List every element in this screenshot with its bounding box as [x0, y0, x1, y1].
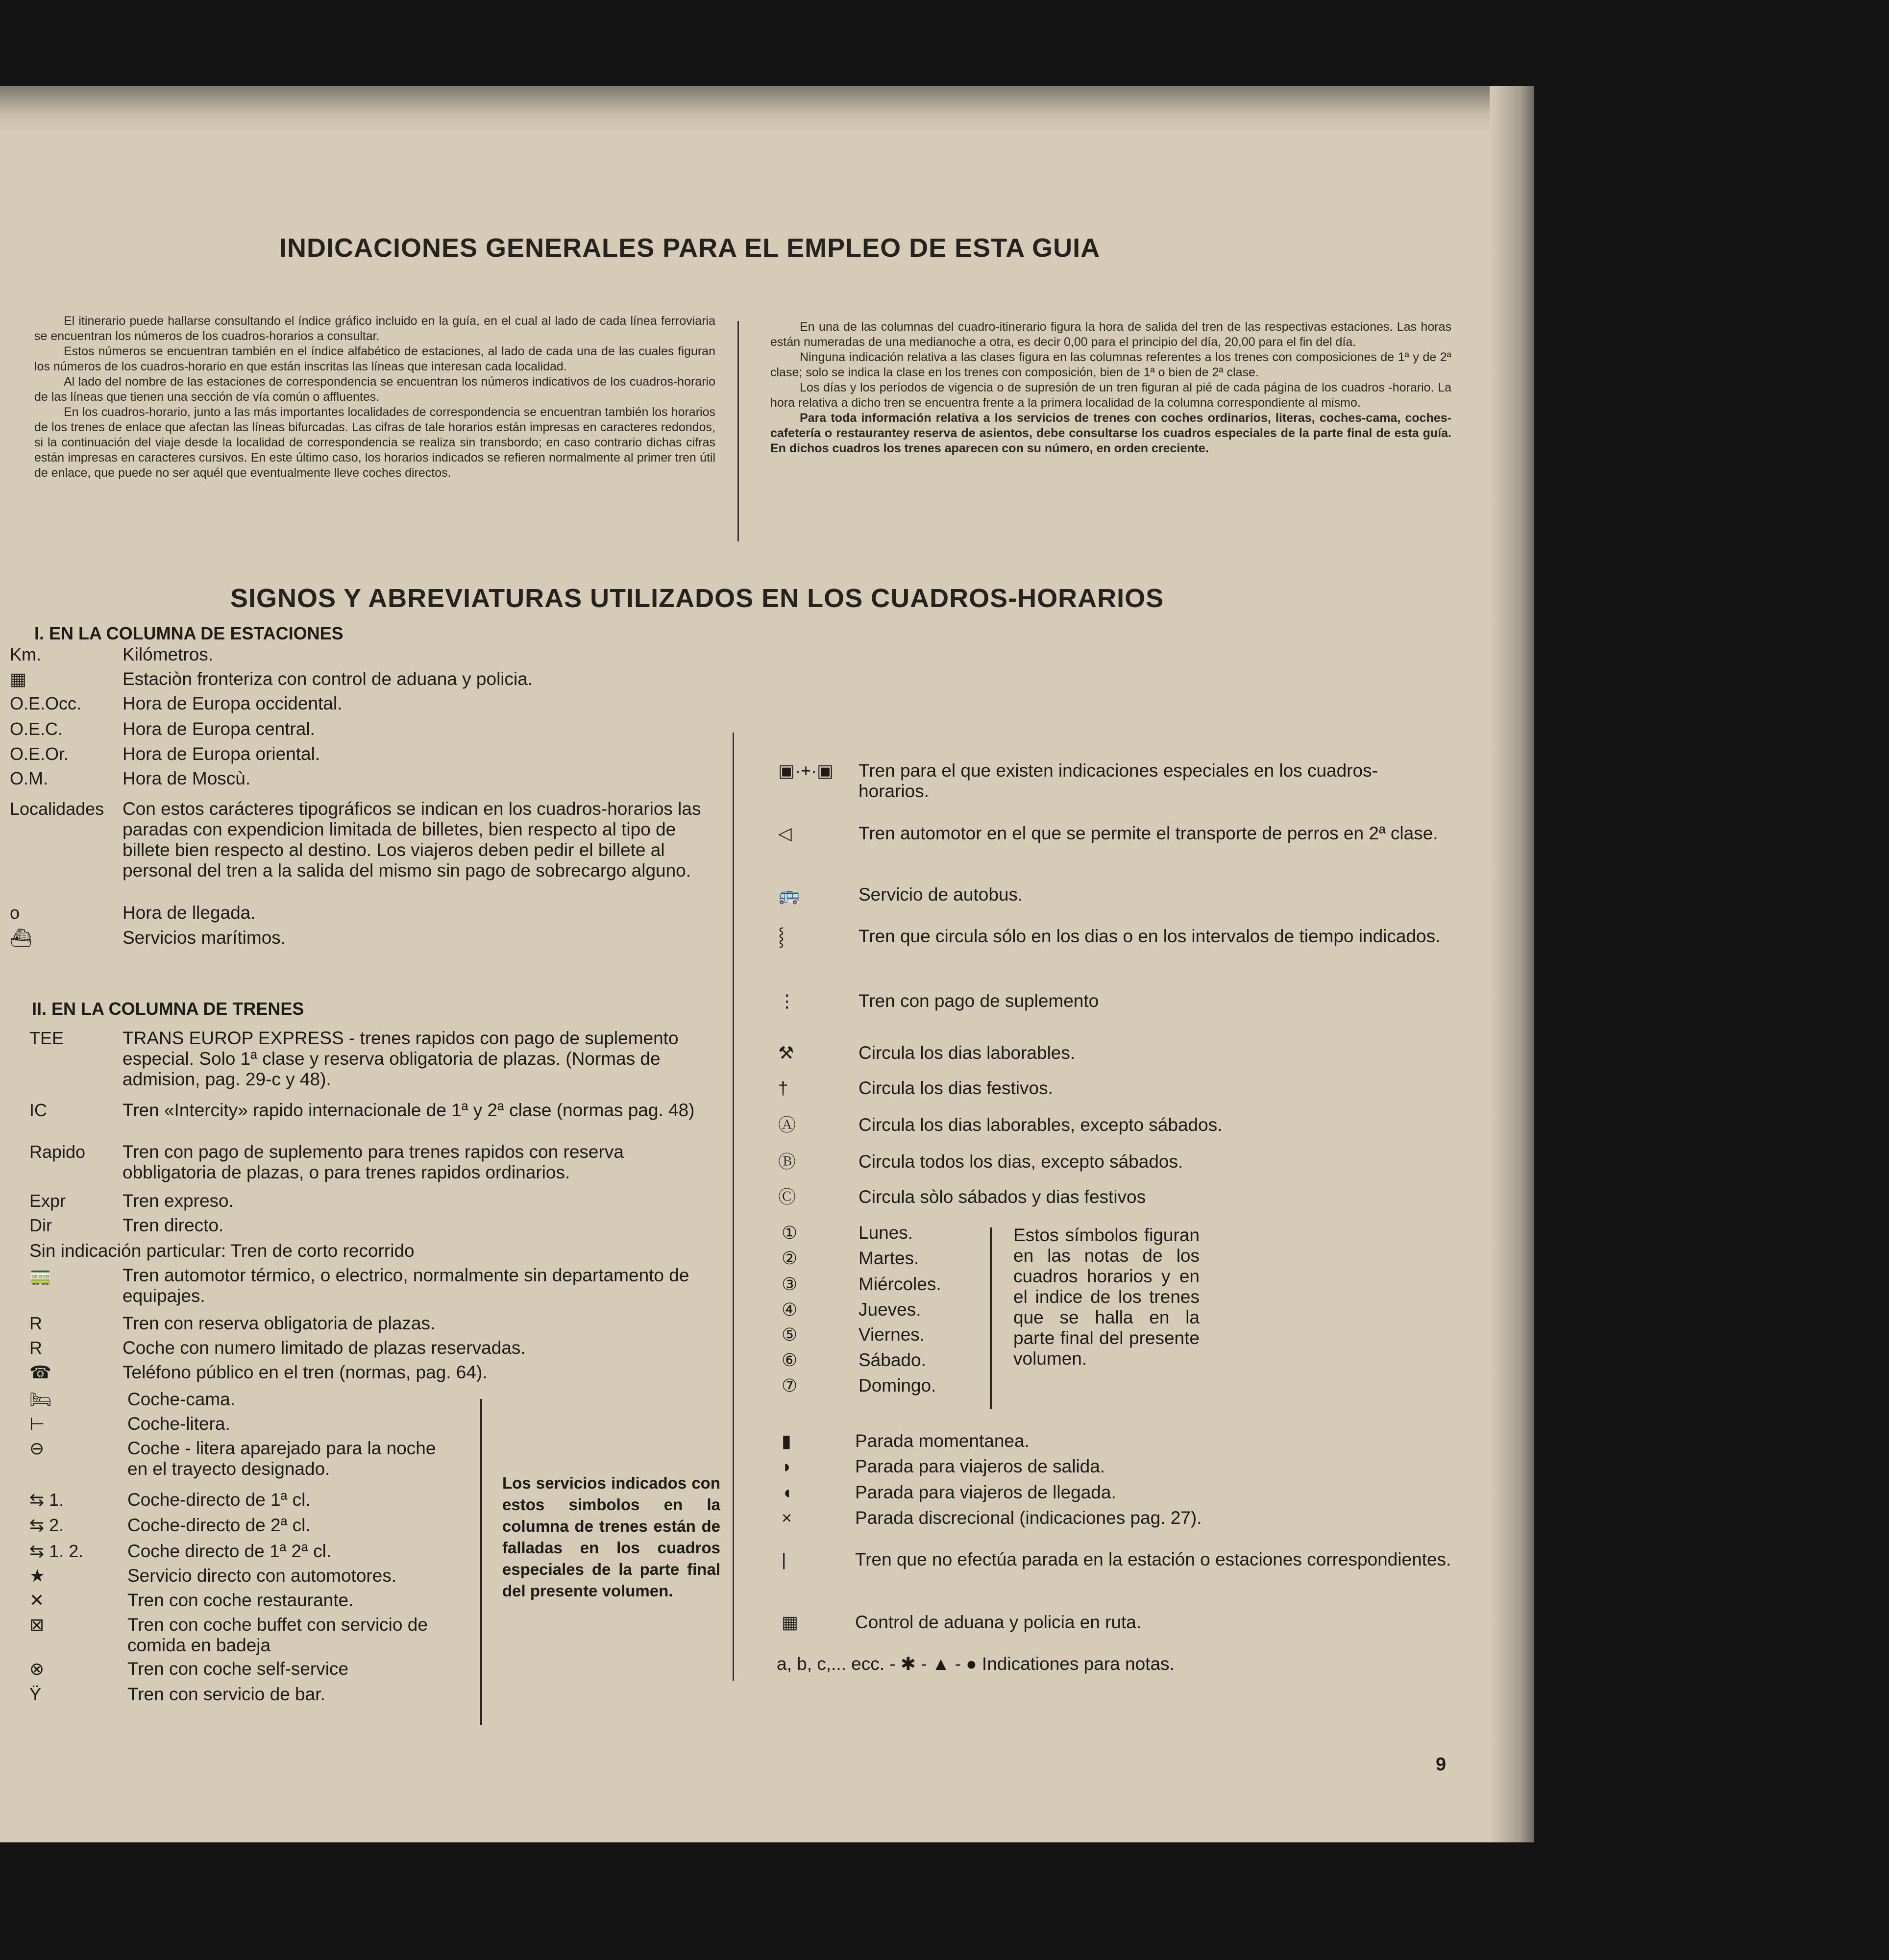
group-bracket: [470, 1399, 482, 1725]
train-legend-text: Tren con reserva obligatoria de plazas.: [123, 1313, 436, 1333]
train-symbol-legend-symbol: ⸾: [778, 926, 785, 946]
weekday-symbol: ⑤: [782, 1324, 798, 1345]
train-symbol-legend-text: Circula sòlo sábados y dias festivos: [859, 1187, 1146, 1207]
service-legend-symbol: ⊗: [29, 1659, 45, 1679]
service-legend-symbol: Ÿ: [29, 1684, 42, 1704]
title-general: INDICACIONES GENERALES PARA EL EMPLEO DE ESTA GUIA: [279, 233, 1101, 263]
station-legend-symbol: Km.: [10, 644, 42, 664]
station-legend-text: Servicios marítimos.: [123, 928, 286, 948]
service-legend-text: Servicio directo con automotores.: [127, 1566, 397, 1586]
train-legend-text: Sin indicación particular: Tren de corto recorrido: [29, 1241, 415, 1261]
notes-line: a, b, c,... ecc. - ✱ - ▲ - ● Indicationes para notas.: [777, 1654, 1175, 1674]
train-legend-text: Tren con pago de suplemento para trenes rapidos con reserva obbligatoria de plazas, o para trenes rapidos ordinarios.: [123, 1142, 624, 1182]
weekday-text: Lunes.: [859, 1223, 913, 1243]
column-divider-lower: [733, 733, 734, 1681]
weekday-symbol: ③: [782, 1274, 798, 1294]
stop-legend-text: Parada para viajeros de llegada.: [855, 1482, 1116, 1502]
train-legend-text: Tren automotor térmico, o electrico, normalmente sin departamento de equipajes.: [123, 1265, 689, 1306]
train-symbol-legend-text: Circula los dias festivos.: [859, 1078, 1053, 1098]
train-legend-text: TRANS EUROP EXPRESS - trenes rapidos con pago de suplemento especial. Solo 1ª clase y reserva obligatoria de plazas. (Normas de admision, pag. 29-c y 48).: [123, 1028, 679, 1089]
intro-right-paragraph-bold: Para toda información relativa a los servicios de trenes con coches ordinarios, literas, coches-cama, coches-cafetería o restauranteу reserva de asientos, debe consultarse los cuadros especiales de la parte final de esta guía. En dichos cuadros los trenes aparecen con su número, en orden creciente.: [770, 411, 1451, 455]
intro-right-paragraph: Los días y los períodos de vigencia o de supresión de un tren figuran al pié de cada página de los cuadros -horario. La hora relativa a dicho tren se encuentra frente a la primera localidad de la columna correspondiente al mismo.: [770, 381, 1451, 410]
service-legend-text: Tren con servicio de bar.: [127, 1684, 325, 1704]
station-legend-text: Hora de Europa oriental.: [123, 744, 320, 764]
station-legend-symbol: O.E.Occ.: [10, 693, 82, 713]
title-signs: SIGNOS Y ABREVIATURAS UTILIZADOS EN LOS CUADROS-HORARIOS: [230, 584, 1164, 613]
train-legend-text: Teléfono público en el tren (normas, pag. 64).: [123, 1362, 488, 1382]
weekday-symbol: ⑦: [782, 1375, 798, 1396]
section1-title: I. EN LA COLUMNA DE ESTACIONES: [34, 623, 343, 643]
intro-left-paragraph: Estos números se encuentran también en el índice alfabético de estaciones, al lado de cada una de las cuales figuran los números de los cuadros-horario en que están inscritas las líneas que interesan cada localidad.: [34, 344, 715, 373]
service-legend-text: Coche - litera aparejado para la noche en el trayecto designado.: [127, 1438, 436, 1479]
intro-left-paragraph: El itinerario puede hallarse consultando el índice gráfico incluido en la guía, en el cual al lado de cada línea ferroviaria se encuentran los números de los cuadros-horarios a consultar.: [34, 314, 715, 343]
train-symbol-legend-text: Circula los dias laborables.: [859, 1043, 1076, 1063]
intro-right-column: [770, 319, 1451, 456]
train-legend-symbol: Rapido: [29, 1142, 86, 1162]
train-legend-text: Coche con numero limitado de plazas reservadas.: [123, 1338, 526, 1358]
station-legend-symbol: O.M.: [10, 768, 48, 788]
weekday-note: Estos símbolos figuran en las notas de los cuadros horarios y en el indice de los trenes que se halla en la parte final del presente volumen.: [1013, 1225, 1200, 1369]
weekday-bracket: [980, 1227, 992, 1409]
train-legend-symbol: R: [29, 1313, 42, 1333]
service-legend-symbol: 🛏: [29, 1389, 52, 1409]
weekday-text: Viernes.: [859, 1324, 925, 1345]
station-legend-symbol: o: [10, 903, 20, 923]
service-legend-text: Coche-litera.: [127, 1414, 230, 1434]
train-symbol-legend-symbol: Ⓒ: [778, 1187, 796, 1207]
train-legend-text: Tren expreso.: [123, 1191, 234, 1211]
weekday-symbol: ④: [782, 1299, 798, 1320]
intro-left-column: [34, 314, 715, 481]
train-legend-symbol: TEE: [29, 1028, 64, 1048]
train-symbol-legend-symbol: ◁: [778, 823, 792, 843]
stop-legend-symbol: ▦: [782, 1612, 799, 1632]
train-legend-symbol: Expr: [29, 1191, 66, 1211]
train-symbol-legend-symbol: †: [778, 1078, 788, 1098]
train-symbol-legend-text: Tren para el que existen indicaciones especiales en los cuadros-horarios.: [859, 760, 1378, 801]
service-legend-text: Tren con coche restaurante.: [127, 1590, 354, 1610]
service-legend-symbol: ✕: [29, 1590, 45, 1610]
weekday-text: Domingo.: [859, 1375, 936, 1396]
intro-left-paragraph: Al lado del nombre de las estaciones de correspondencia se encuentran los números indicativos de los cuadros-horario de las líneas que tienen una sección de vía común o affluentes.: [34, 375, 715, 404]
station-legend-text: Kilómetros.: [123, 644, 214, 664]
station-legend-text: Hora de Europa occidental.: [123, 693, 343, 713]
station-legend-symbol: ▦: [10, 669, 27, 689]
service-legend-symbol: ★: [29, 1566, 46, 1586]
weekday-text: Sábado.: [859, 1350, 926, 1370]
weekday-symbol: ①: [782, 1223, 798, 1243]
page-stack-top-edge: [0, 86, 1534, 132]
station-legend-text: Con estos carácteres tipográficos se indican en los cuadros-horarios las paradas con expendicion limitada de billetes, bien respecto al tipo de billete bien respecto al destino. Los viajeros deben pedir el billete al personal del tren a la salida del mismo sin pago de sobrecargo alguno.: [123, 799, 701, 881]
intro-right-paragraph: Ninguna indicación relativa a las clases figura en las columnas referentes a los trenes con composiciones de 1ª y de 2ª clase; solo se indica la clase en los trenes con composición, bien de 1ª o bien de 2ª clase.: [770, 350, 1451, 379]
train-legend-symbol: Dir: [29, 1215, 52, 1235]
train-symbol-legend-symbol: Ⓑ: [778, 1152, 796, 1172]
service-legend-symbol: ⊠: [29, 1615, 45, 1635]
train-legend-text: Tren directo.: [123, 1215, 224, 1235]
service-legend-text: Coche-cama.: [127, 1389, 236, 1409]
train-symbol-legend-symbol: ⋮: [778, 991, 796, 1011]
station-legend-symbol: Localidades: [10, 799, 104, 819]
stop-legend-symbol: ◖: [782, 1482, 792, 1502]
stop-legend-text: Parada para viajeros de salida.: [855, 1456, 1105, 1476]
train-legend-symbol: R: [29, 1338, 42, 1358]
station-legend-text: Estaciòn fronteriza con control de aduana y policia.: [123, 669, 533, 689]
train-symbol-legend-symbol: ⚒: [778, 1043, 794, 1063]
train-symbol-legend-text: Tren con pago de suplemento: [859, 991, 1099, 1011]
train-symbol-legend-symbol: 🚌: [778, 884, 800, 905]
train-symbol-legend-symbol: Ⓐ: [778, 1115, 796, 1135]
weekday-text: Jueves.: [859, 1299, 921, 1320]
weekday-text: Miércoles.: [859, 1274, 941, 1294]
station-legend-symbol: ⛴: [10, 928, 32, 948]
service-legend-text: Coche-directo de 1ª cl.: [127, 1490, 311, 1510]
intro-left-paragraph: En los cuadros-horario, junto a las más importantes localidades de correspondencia se encuentran también los horarios de los trenes de enlace que afectan las líneas bifurcadas. Las cifras de tale horarios están impresas en caracteres redondos, si la continuación del viaje desde la localidad de correspondencia se realiza sin transbordo; en caso contrario dichas cifras están impresas en caracteres cursivos. En este último caso, los horarios indicados se refieren normalmente al primer tren útil de enlace, que puede no ser aquél que eventualmente lleve coches directos.: [34, 405, 715, 480]
stop-legend-text: Tren que no efectúa parada en la estación o estaciones correspondientes.: [855, 1549, 1451, 1569]
intro-right-paragraph: En una de las columnas del cuadro-itinerario figura la hora de salida del tren de las respectivas estaciones. Las horas están numeradas de una medianoche a otra, es decir 0,00 para el principio del día, 20,00 para el fin del día.: [770, 320, 1451, 349]
service-legend-symbol: ⊢: [29, 1414, 45, 1434]
train-symbol-legend-text: Circula los dias laborables, excepto sábados.: [859, 1115, 1223, 1135]
service-legend-symbol: ⊖: [29, 1438, 45, 1458]
column-divider: [737, 321, 739, 541]
service-legend-symbol: ⇆ 1.: [29, 1490, 64, 1510]
service-legend-symbol: ⇆ 1. 2.: [29, 1541, 84, 1561]
train-symbol-legend-text: Tren automotor en el que se permite el transporte de perros en 2ª clase.: [859, 823, 1438, 843]
section2-title: II. EN LA COLUMNA DE TRENES: [32, 999, 304, 1019]
train-symbol-legend-symbol: ▣·+·▣: [778, 760, 834, 781]
train-symbol-legend-text: Servicio de autobus.: [859, 884, 1023, 905]
weekday-symbol: ②: [782, 1248, 798, 1268]
stop-legend-symbol: ×: [782, 1508, 792, 1528]
station-legend-symbol: O.E.C.: [10, 719, 63, 739]
service-legend-text: Tren con coche self-service: [127, 1659, 349, 1679]
station-legend-symbol: O.E.Or.: [10, 744, 69, 764]
stop-legend-text: Parada momentanea.: [855, 1431, 1030, 1451]
train-symbol-legend-text: Tren que circula sólo en los dias o en los intervalos de tiempo indicados.: [859, 926, 1441, 946]
page-stack-right-edge: [1490, 86, 1534, 1842]
stop-legend-text: Control de aduana y policia en ruta.: [855, 1612, 1142, 1632]
stop-legend-symbol: ◗: [782, 1456, 792, 1476]
group-note: Los servicios indicados con estos simbolos en la columna de trenes están de falladas en los cuadros especiales de la parte final del presente volumen.: [502, 1474, 720, 1600]
station-legend-text: Hora de Europa central.: [123, 719, 315, 739]
train-legend-symbol: IC: [29, 1100, 47, 1120]
stop-legend-text: Parada discrecional (indicaciones pag. 27).: [855, 1508, 1202, 1528]
weekday-symbol: ⑥: [782, 1350, 798, 1370]
weekday-text: Martes.: [859, 1248, 919, 1268]
stop-legend-symbol: |: [782, 1549, 786, 1569]
service-legend-text: Coche-directo de 2ª cl.: [127, 1515, 311, 1535]
train-legend-symbol: ☎: [29, 1362, 51, 1382]
page-number: 9: [1436, 1754, 1447, 1775]
train-legend-symbol: 🚃: [29, 1265, 51, 1285]
train-symbol-legend-text: Circula todos los dias, excepto sábados.: [859, 1152, 1183, 1172]
station-legend-text: Hora de llegada.: [123, 903, 256, 923]
train-legend-text: Tren «Intercity» rapido internacionale de 1ª y 2ª clase (normas pag. 48): [123, 1100, 695, 1120]
station-legend-text: Hora de Moscù.: [123, 768, 251, 788]
service-legend-text: Tren con coche buffet con servicio de comida en badeja: [127, 1615, 428, 1655]
stop-legend-symbol: ▮: [782, 1431, 791, 1451]
service-legend-text: Coche directo de 1ª 2ª cl.: [127, 1541, 332, 1561]
service-legend-symbol: ⇆ 2.: [29, 1515, 64, 1535]
